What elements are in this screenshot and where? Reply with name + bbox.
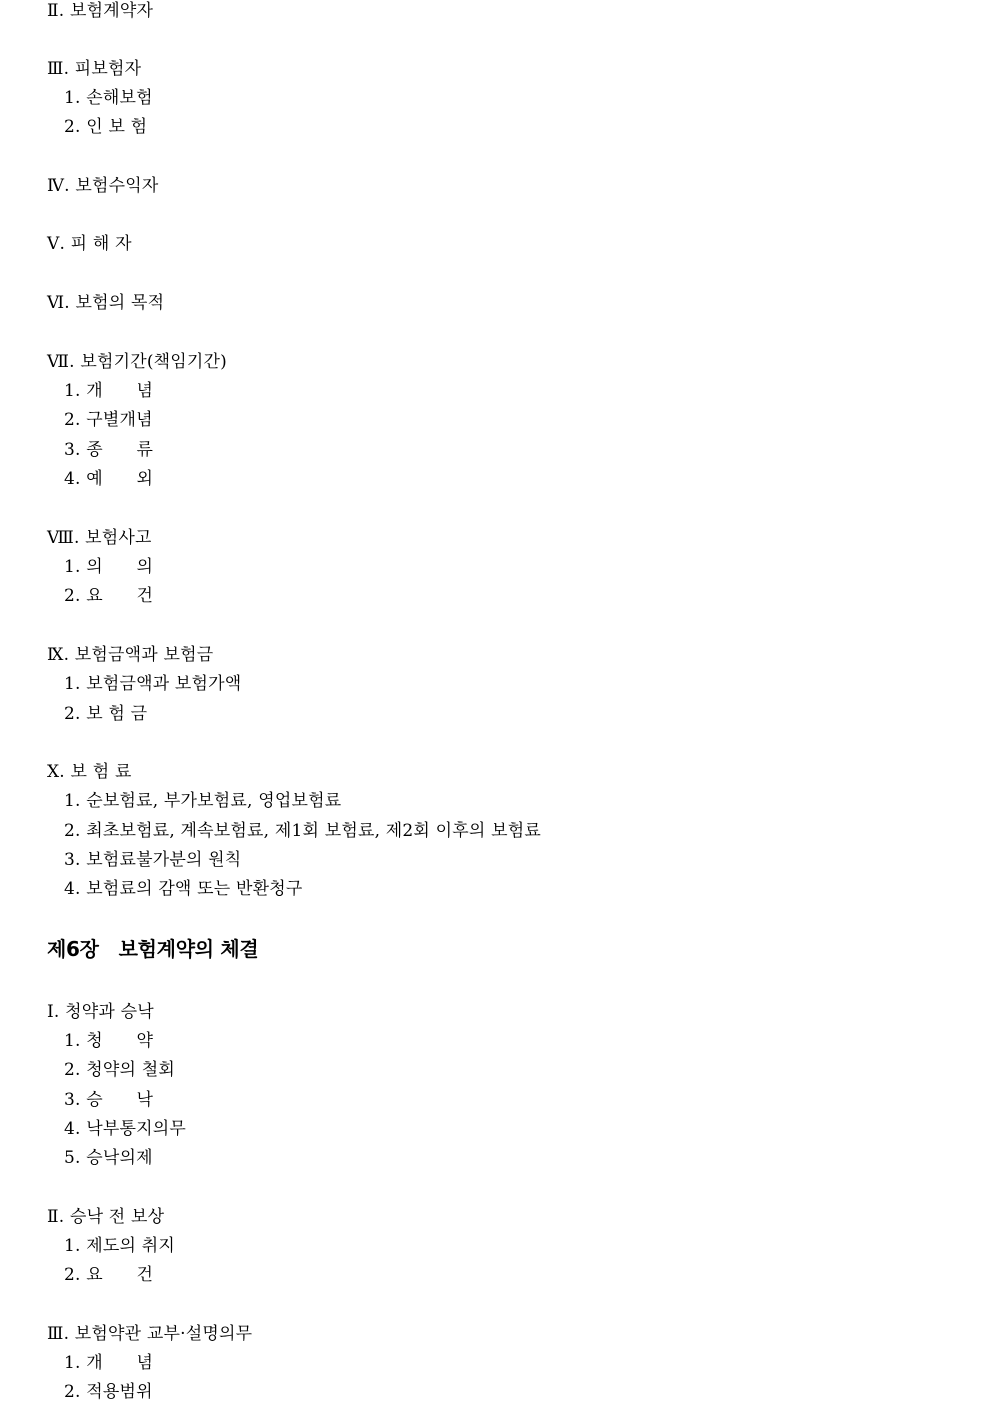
subsection-item: 2. 인 보 험: [64, 117, 148, 137]
section-heading-beneficiary: Ⅳ. 보험수익자: [47, 176, 159, 196]
section-heading-offer-acceptance: Ⅰ. 청약과 승낙: [47, 1002, 154, 1022]
subsection-item: 3. 종 류: [64, 440, 154, 460]
subsection-item: 2. 최초보험료, 계속보험료, 제1회 보험료, 제2회 이후의 보험료: [64, 821, 541, 841]
subsection-item: 2. 구별개념: [64, 410, 153, 430]
chapter-heading: 제6장 보험계약의 체결: [47, 937, 259, 961]
section-heading-premium: Ⅹ. 보 험 료: [47, 762, 132, 782]
subsection-item: 2. 보 험 금: [64, 704, 148, 724]
section-heading-victim: Ⅴ. 피 해 자: [47, 234, 132, 254]
section-heading-pre-acceptance: Ⅱ. 승낙 전 보상: [47, 1207, 165, 1227]
section-heading-insurance-object: Ⅵ. 보험의 목적: [47, 293, 165, 313]
section-heading-terms-explanation: Ⅲ. 보험약관 교부·설명의무: [47, 1324, 253, 1344]
subsection-item: 1. 의 의: [64, 557, 154, 577]
subsection-item: 4. 보험료의 감액 또는 반환청구: [64, 879, 303, 899]
subsection-item: 2. 요 건: [64, 586, 154, 606]
section-heading-insured-amount: Ⅸ. 보험금액과 보험금: [47, 645, 214, 665]
subsection-item: 1. 제도의 취지: [64, 1236, 175, 1256]
subsection-item: 1. 개 념: [64, 1353, 154, 1373]
subsection-item: 1. 손해보험: [64, 88, 153, 108]
section-heading-insured: Ⅲ. 피보험자: [47, 59, 142, 79]
subsection-item: 4. 낙부통지의무: [64, 1119, 186, 1139]
subsection-item: 1. 순보험료, 부가보험료, 영업보험료: [64, 791, 342, 811]
subsection-item: 2. 적용범위: [64, 1382, 153, 1402]
subsection-item: 1. 개 념: [64, 381, 154, 401]
section-heading-insurance-period: Ⅶ. 보험기간(책임기간): [47, 352, 227, 372]
subsection-item: 1. 보험금액과 보험가액: [64, 674, 242, 694]
section-heading-insured-event: Ⅷ. 보험사고: [47, 528, 152, 548]
subsection-item: 3. 보험료불가분의 원칙: [64, 850, 242, 870]
subsection-item: 5. 승낙의제: [64, 1148, 153, 1168]
subsection-item: 2. 요 건: [64, 1265, 154, 1285]
subsection-item: 1. 청 약: [64, 1031, 154, 1051]
subsection-item: 3. 승 낙: [64, 1090, 154, 1110]
subsection-item: 2. 청약의 철회: [64, 1060, 175, 1080]
section-heading-policyholder: Ⅱ. 보험계약자: [47, 1, 154, 21]
subsection-item: 4. 예 외: [64, 469, 154, 489]
